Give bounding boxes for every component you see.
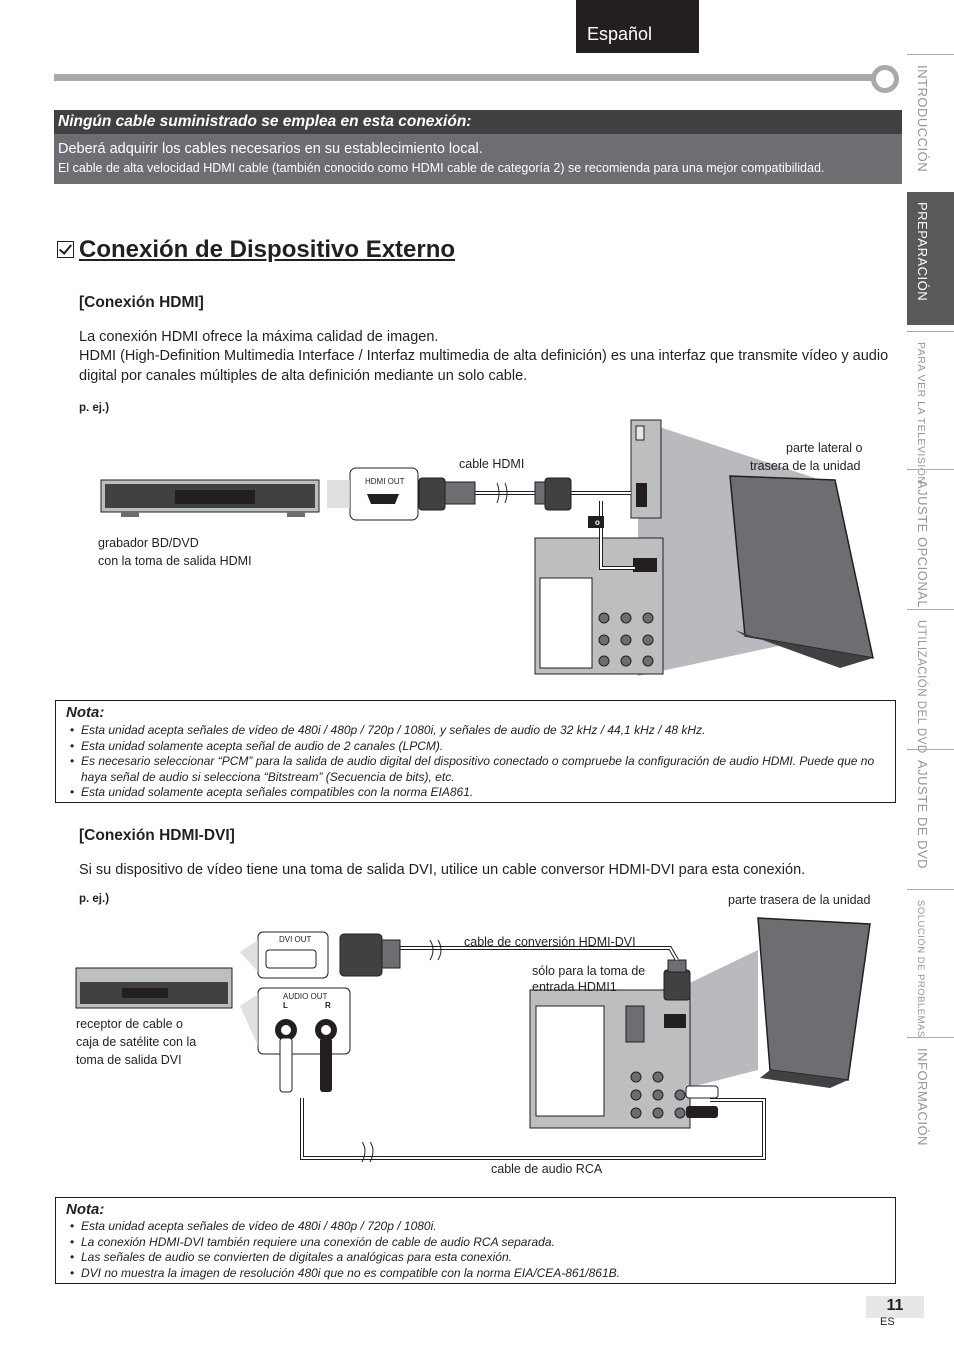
language-code: ES [880,1316,895,1328]
note-1-item: • Esta unidad acepta señales de vídeo de 480i / 480p / 720p / 1080i, y señales de audio de 32 kHz / 44,1 kHz / 48 kHz. [70,723,880,739]
recorder-label-2: con la toma de salida HDMI [98,554,252,568]
notice-line-1: Deberá adquirir los cables necesarios en su establecimiento local. [58,141,483,157]
note-box-2 [55,1197,896,1284]
note-title-1: Nota: [66,704,105,721]
receiver-label-2: caja de satélite con la [76,1035,197,1049]
hdmi-para-2: HDMI (High-Definition Multimedia Interface / Interfaz multimedia de alta definición) es una interfaz que transmite vídeo y audio digital por canales múltiples de alta definición mediante un solo cable. [79,348,889,384]
note-1-item: • Esta unidad solamente acepta señales compatibles con la norma EIA861. [70,785,880,801]
sidebar-item-ajuste-opcional[interactable]: AJUSTE OPCIONAL [907,469,954,609]
receiver-label-3: toma de salida DVI [76,1053,182,1067]
note-2-item: • La conexión HDMI-DVI también requiere una conexión de cable de audio RCA separada. [70,1235,880,1251]
check-icon [57,241,74,258]
hdmi1-only-label-2: entrada HDMI1 [532,980,617,994]
sidebar-item-preparacion[interactable]: PREPARACIÓN [907,192,954,325]
note-2-item: • DVI no muestra la imagen de resolución 480i que no es compatible con la norma EIA/CEA-861/861B. [70,1266,880,1282]
sidebar-item-ajuste-dvd[interactable]: AJUSTE DE DVD [907,749,954,889]
note-2-item: • Las señales de audio se convierten de digitales a analógicas para esta conexión. [70,1250,880,1266]
notice-title: Ningún cable suministrado se emplea en esta conexión: [54,110,902,134]
tv-side-label-2: trasera de la unidad [750,459,861,473]
hdmi-para-1: La conexión HDMI ofrece la máxima calidad de imagen. [79,329,439,345]
note-1-item: • Es necesario seleccionar “PCM” para la salida de audio digital del dispositivo conectado o compruebe la configuración de audio HDMI. Puede que no haya señal de audio si selecciona “Bitstream” (Secuencia de bits), etc. [70,754,880,785]
note-2-item: • Esta unidad acepta señales de vídeo de 480i / 480p / 720p / 1080i. [70,1219,880,1235]
audio-left-label: L [283,1001,288,1010]
tv-side-label-1: parte lateral o [786,441,863,455]
note-box-1 [55,700,896,803]
hdmi-heading: [Conexión HDMI] [79,294,204,311]
rca-cable-label: cable de audio RCA [491,1162,603,1176]
page-number: 11 [866,1296,924,1318]
or-badge: o [595,518,600,527]
hdmi-dvi-para: Si su dispositivo de vídeo tiene una toma de salida DVI, utilice un cable conversor HDMI-DVI para esta conexión. [79,862,806,878]
note-title-2: Nota: [66,1201,105,1218]
notice-line-2: El cable de alta velocidad HDMI cable (también conocido como HDMI cable de categoría 2) se recomienda para una mejor compatibilidad. [58,161,825,175]
page-title: Conexión de Dispositivo Externo [79,236,456,263]
sidebar-item-informacion[interactable]: INFORMACIÓN [907,1037,954,1187]
sidebar-item-solucion[interactable]: SOLUCIÓN DE PROBLEMAS [907,889,954,1037]
hdmi-dvi-example-label: p. ej.) [79,893,110,905]
header-rule [54,74,880,81]
note-1-item: • Esta unidad solamente acepta señal de audio de 2 canales (LPCM). [70,739,880,755]
audio-right-label: R [325,1001,331,1010]
sidebar-item-introduccion[interactable]: INTRODUCCIÓN [907,54,954,192]
tv-rear-label: parte trasera de la unidad [728,893,871,907]
header-rule-circle [871,65,899,93]
hdmi-example-label: p. ej.) [79,402,110,414]
language-tab: Español [576,0,699,53]
hdmi-cable-label: cable HDMI [459,457,525,471]
sidebar-item-para-ver[interactable]: PARA VER LA TELEVISIÓN [907,331,954,469]
audio-out-port-label: AUDIO OUT [283,992,328,1001]
receiver-label-1: receptor de cable o [76,1017,184,1031]
hdmi1-only-label-1: sólo para la toma de [532,964,646,978]
hdmi-out-port-label: HDMI OUT [365,477,405,486]
hdmi-dvi-heading: [Conexión HDMI-DVI] [79,827,235,844]
conversion-cable-label: cable de conversión HDMI-DVI [464,935,636,949]
recorder-label-1: grabador BD/DVD [98,536,199,550]
dvi-out-port-label: DVI OUT [279,935,312,944]
notice-box [54,110,902,184]
sidebar-item-utilizacion-dvd[interactable]: UTILIZACIÓN DEL DVD [907,609,954,749]
